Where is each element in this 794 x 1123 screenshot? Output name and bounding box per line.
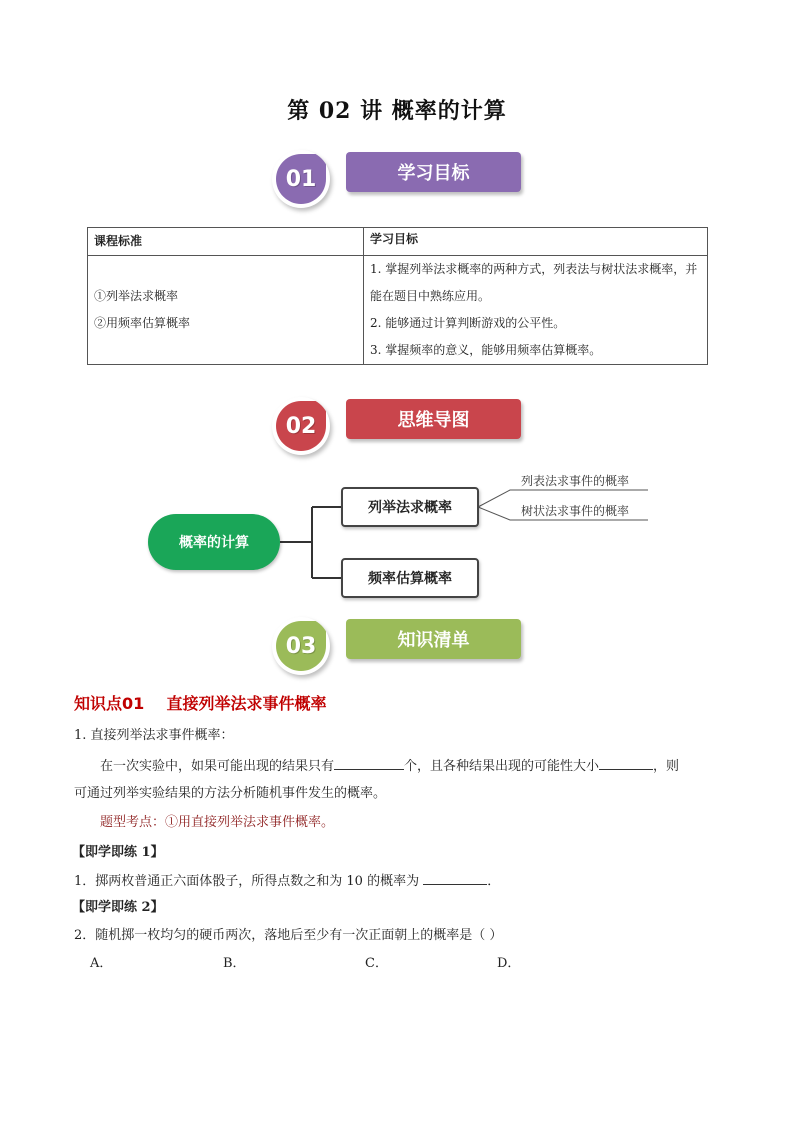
objective-item: 1. 掌握列举法求概率的两种方式，列表法与树状法求概率，并能在题目中熟练应用。 [370, 262, 698, 303]
mind-map-root: 概率的计算 [148, 514, 280, 570]
fill-blank[interactable] [599, 755, 653, 770]
objective-item: 3. 掌握频率的意义，能够用频率估算概率。 [370, 343, 602, 357]
standard-item: ②用频率估算概率 [94, 316, 191, 330]
knowledge-paragraph: 在一次实验中，如果可能出现的结果只有 个，且各种结果出现的可能性大小 ，则 [100, 755, 725, 777]
page-title: 第 02 讲 概率的计算 [287, 98, 507, 124]
standard-item: ①列举法求概率 [94, 289, 179, 303]
exercise-heading: 【即学即练 1】 [72, 845, 164, 860]
section-number-badge: 03 [272, 617, 330, 675]
option-d[interactable]: D． [497, 956, 521, 971]
fill-blank[interactable] [334, 755, 404, 770]
knowledge-point-title: 知识点01 直接列举法求事件概率 [74, 694, 327, 713]
section-number-badge: 02 [272, 397, 330, 455]
section-label: 思维导图 [346, 399, 521, 439]
table-header-objectives: 学习目标 [364, 228, 708, 256]
section-label: 知识清单 [346, 619, 521, 659]
option-a[interactable]: A． [90, 956, 113, 971]
section-number-badge: 01 [272, 150, 330, 208]
fill-blank[interactable] [423, 870, 487, 885]
table-header-standards: 课程标准 [88, 228, 364, 256]
exercise-question: 1．掷两枚普通正六面体骰子，所得点数之和为 10 的概率为 ． [74, 870, 500, 892]
item-heading: 1. 直接列举法求事件概率： [74, 728, 234, 743]
objective-item: 2. 能够通过计算判断游戏的公平性。 [370, 316, 566, 330]
exercise-question: 2．随机掷一枚均匀的硬币两次，落地后至少有一次正面朝上的概率是（ ） [74, 928, 503, 943]
mind-map-branch: 列举法求概率 [341, 487, 479, 527]
option-b[interactable]: B． [223, 956, 246, 971]
section-label: 学习目标 [346, 152, 521, 192]
exercise-heading: 【即学即练 2】 [72, 900, 164, 915]
knowledge-paragraph-line2: 可通过列举实验结果的方法分析随机事件发生的概率。 [74, 786, 387, 801]
option-c[interactable]: C． [365, 956, 388, 971]
mind-map-leaf: 列表法求事件的概率 [521, 474, 630, 488]
exam-point: 题型考点：①用直接列举法求事件概率。 [100, 815, 335, 830]
mind-map-leaf: 树状法求事件的概率 [521, 504, 630, 518]
mind-map-branch: 频率估算概率 [341, 558, 479, 598]
